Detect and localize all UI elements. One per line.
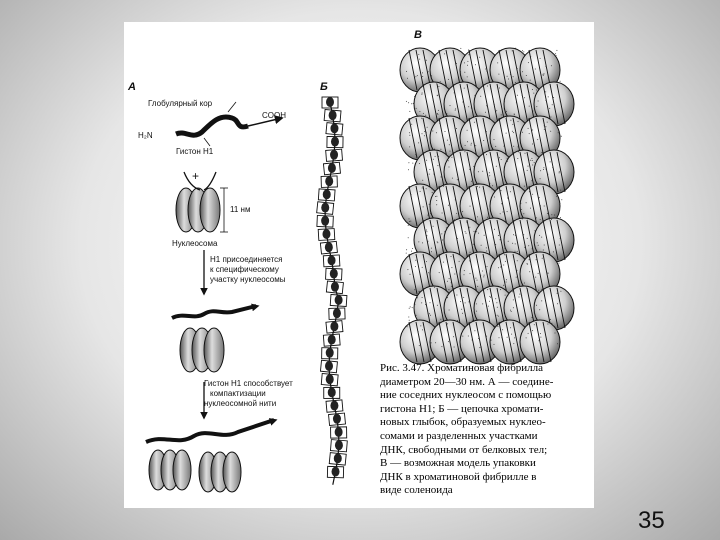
caption-line: ДНК в хроматиновой фибрилле в: [380, 470, 537, 483]
caption-line: новых глыбок, образуемых нуклео-: [380, 416, 546, 429]
chain-bead: [320, 360, 337, 372]
caption-line: В — возможная модель упаковки: [380, 457, 536, 470]
label-h1-compact-3: нуклеосомной нити: [204, 399, 277, 408]
label-cooh: COOH: [262, 111, 286, 120]
chain-bead: [324, 387, 340, 398]
caption-line: виде соленоида: [380, 484, 453, 497]
caption-line: ние соседних нуклеосом с помощью: [380, 389, 552, 402]
chain-bead: [317, 202, 334, 215]
histone-h1-molecule: [176, 102, 282, 146]
nucleosome-with-h1: [172, 306, 258, 372]
label-h2n: H₂N: [138, 131, 153, 140]
chain-bead: [326, 321, 343, 334]
chromatin-bead-chain: [317, 97, 348, 485]
chain-bead: [318, 229, 335, 241]
label-h1-attach-2: к специфическому: [210, 265, 279, 274]
chain-bead: [322, 348, 338, 359]
chromatin-figure: [124, 22, 594, 508]
label-size: 11 нм: [230, 205, 251, 214]
chain-bead: [320, 241, 337, 254]
chain-bead: [330, 440, 347, 452]
slide-number: 35: [638, 507, 665, 534]
chain-bead: [327, 466, 343, 477]
caption-line: ДНК, свободными от белковых тел;: [380, 443, 548, 456]
caption-line: Рис. 3.47. Хроматиновая фибрилла: [380, 362, 544, 374]
label-globular-core: Глобулярный кор: [148, 99, 213, 108]
chain-bead: [324, 110, 341, 122]
panel-label-b: Б: [320, 81, 328, 93]
chain-bead: [326, 149, 343, 161]
label-histone-h1: Гистон H1: [176, 147, 214, 156]
chain-bead: [330, 294, 347, 306]
panel-label-a: А: [128, 81, 136, 93]
caption-line: гистона H1; Б — цепочка хромати-: [380, 402, 544, 415]
solenoid-model: [400, 42, 574, 364]
chain-bead: [326, 268, 342, 280]
chain-bead: [329, 453, 346, 466]
chain-bead: [326, 281, 343, 294]
chain-bead: [326, 123, 343, 135]
chain-bead: [323, 334, 340, 346]
chain-bead: [331, 427, 347, 438]
chain-bead: [322, 97, 338, 108]
chain-bead: [317, 215, 333, 227]
nucleosome-illustration: [176, 169, 228, 232]
nucleosome-chain: [146, 420, 276, 492]
chain-bead: [326, 400, 343, 412]
label-h1-compact-1: Гистон H1 способствует: [204, 379, 293, 388]
label-nucleosome: Нуклеосома: [172, 239, 218, 248]
chain-bead: [327, 136, 343, 147]
chain-bead: [323, 162, 340, 175]
chain-bead: [329, 308, 345, 319]
panel-label-c: В: [414, 29, 422, 41]
chain-bead: [329, 413, 346, 425]
chain-bead: [318, 189, 335, 201]
label-plus: +: [192, 169, 200, 183]
chain-bead: [323, 255, 340, 267]
label-h1-attach-1: H1 присоединяется: [210, 255, 283, 264]
caption-line: диаметром 20—30 нм. А — соедине-: [380, 375, 554, 388]
label-h1-attach-3: участку нуклеосомы: [210, 275, 286, 284]
caption-line: сомами и разделенных участками: [380, 429, 538, 442]
label-h1-compact-2: компактизации: [210, 389, 266, 398]
solenoid-bead: [520, 320, 560, 364]
chain-bead: [321, 374, 338, 386]
chain-bead: [321, 176, 337, 187]
figure-caption: [380, 362, 590, 498]
